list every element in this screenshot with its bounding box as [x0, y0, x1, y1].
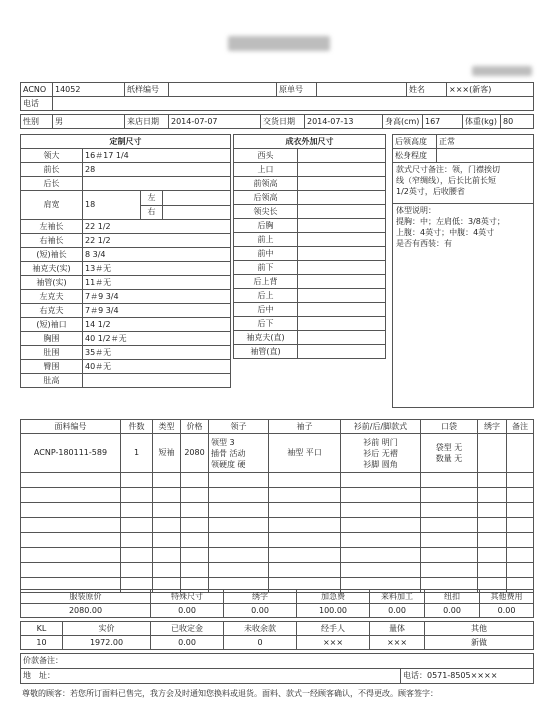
- fabric-embroidery: [478, 434, 507, 473]
- custom-value: 40＃无: [83, 360, 231, 374]
- store-phone: 电话：0571-8505××××: [401, 669, 534, 684]
- payment-value: 0.00: [151, 636, 224, 650]
- custom-row: [21, 290, 231, 304]
- finished-label: 袖管(直): [234, 345, 298, 359]
- fee-value: 0.00: [370, 604, 425, 618]
- finished-value: [298, 247, 386, 261]
- finished-row: [234, 219, 386, 233]
- custom-row: [21, 332, 231, 346]
- payment-header: 其他: [425, 622, 534, 636]
- style-note-line: 1/2英寸，后收腰省: [396, 187, 465, 196]
- finished-label: 后下: [234, 317, 298, 331]
- custom-row: [21, 248, 231, 262]
- payment-value: 1972.00: [63, 636, 151, 650]
- fabric-header: 口袋: [421, 420, 478, 434]
- fabric-header: 备注: [507, 420, 534, 434]
- custom-row: [21, 220, 231, 234]
- custom-label: 肚围: [21, 346, 83, 360]
- fee-value: 100.00: [297, 604, 370, 618]
- custom-label: 胸围: [21, 332, 83, 346]
- custom-size-table: [20, 134, 231, 388]
- collar-height-value: 正常: [437, 135, 534, 149]
- fee-header: 来料加工: [370, 590, 425, 604]
- finished-row: [234, 233, 386, 247]
- payment-header: KL: [21, 622, 63, 636]
- custom-title: 定制尺寸: [21, 135, 231, 149]
- finished-row: [234, 163, 386, 177]
- custom-value: 13＃无: [83, 262, 231, 276]
- header-row-acno: [21, 83, 534, 97]
- fabric-empty-row: [21, 518, 534, 533]
- custom-value: 11＃无: [83, 276, 231, 290]
- payment-value: ×××: [370, 636, 425, 650]
- finished-row: [234, 289, 386, 303]
- info-table: [20, 114, 534, 129]
- finished-label: 袖克夫(直): [234, 331, 298, 345]
- finished-label: 前领高: [234, 177, 298, 191]
- finished-label: 后领高: [234, 191, 298, 205]
- fabric-empty-row: [21, 563, 534, 578]
- collar-height-label: 后领高度: [393, 135, 437, 149]
- custom-row: [21, 276, 231, 290]
- fabric-table: [20, 419, 534, 593]
- custom-label: (短)袖长: [21, 248, 83, 262]
- fabric-empty-row: [21, 488, 534, 503]
- collar-line: 领硬度 硬: [211, 459, 246, 469]
- body-note-line: 提胸：中；左肩低：3/8英寸；: [396, 217, 505, 226]
- finished-label: 前中: [234, 247, 298, 261]
- custom-row: [21, 304, 231, 318]
- custom-label: 右袖长: [21, 234, 83, 248]
- fabric-price: 2080: [181, 434, 209, 473]
- payment-header-row: [21, 622, 534, 636]
- custom-label: 肚高: [21, 374, 83, 388]
- fabric-data-row: [21, 434, 534, 473]
- finished-row: [234, 247, 386, 261]
- payment-value-row: [21, 636, 534, 650]
- weight-label: 体重(kg): [463, 115, 501, 129]
- fabric-header: 领子: [209, 420, 269, 434]
- fabric-header: 面料编号: [21, 420, 121, 434]
- shoulder-label: 肩宽: [21, 191, 83, 220]
- shoulder-right-value: [163, 205, 231, 220]
- payment-value: ×××: [297, 636, 370, 650]
- payment-header: 实价: [63, 622, 151, 636]
- custom-label: 领大: [21, 149, 83, 163]
- fabric-header: 袖子: [269, 420, 341, 434]
- shoulder-left-value: [163, 191, 231, 206]
- finished-value: [298, 191, 386, 205]
- style-line: 衫后 无褶: [363, 448, 398, 458]
- finished-value: [298, 219, 386, 233]
- fee-value: 0.00: [425, 604, 480, 618]
- fabric-empty-row: [21, 548, 534, 563]
- finished-label: 前上: [234, 233, 298, 247]
- finished-value: [298, 233, 386, 247]
- sample-label: 纸样编号: [125, 83, 169, 97]
- custom-value: 7＃9 3/4: [83, 304, 231, 318]
- payment-value: 0: [224, 636, 297, 650]
- pocket-line: 袋型 无: [435, 443, 463, 452]
- shoulder-right-label: 右: [141, 205, 163, 220]
- finished-value: [298, 345, 386, 359]
- fee-value: 0.00: [151, 604, 224, 618]
- finished-size-table: [233, 134, 386, 359]
- finished-label: 后中: [234, 303, 298, 317]
- custom-label: 右克夫: [21, 304, 83, 318]
- finished-row: [234, 261, 386, 275]
- custom-row: [21, 177, 231, 191]
- fees-value-row: [21, 604, 534, 618]
- custom-label: 袖克夫(实): [21, 262, 83, 276]
- finished-row: [234, 205, 386, 219]
- fabric-qty: 1: [121, 434, 153, 473]
- finished-row: [234, 331, 386, 345]
- phone-value: [53, 97, 534, 111]
- finished-value: [298, 177, 386, 191]
- finished-row: [234, 317, 386, 331]
- finished-value: [298, 303, 386, 317]
- deliver-value: 2014-07-13: [305, 115, 383, 129]
- finished-row: [234, 191, 386, 205]
- custom-value: 35＃无: [83, 346, 231, 360]
- fabric-remark: [507, 434, 534, 473]
- custom-label: 左克夫: [21, 290, 83, 304]
- finished-value: [298, 149, 386, 163]
- fabric-header: 绣字: [478, 420, 507, 434]
- redacted-title: [228, 36, 330, 51]
- fabric-header: 件数: [121, 420, 153, 434]
- custom-label: 后长: [21, 177, 83, 191]
- body-note-line: 是否有西装：有: [396, 239, 452, 248]
- style-line: 衫脚 圆角: [363, 459, 398, 469]
- deliver-label: 交货日期: [261, 115, 305, 129]
- custom-label: 左袖长: [21, 220, 83, 234]
- fabric-header: 类型: [153, 420, 181, 434]
- body-note: [393, 204, 534, 408]
- finished-label: 上口: [234, 163, 298, 177]
- fabric-pocket: [421, 434, 478, 473]
- payment-table: [20, 621, 534, 650]
- payment-value: 新做: [425, 636, 534, 650]
- fee-value: 0.00: [480, 604, 534, 618]
- right-panel: [392, 134, 534, 408]
- fabric-header-row: [21, 420, 534, 434]
- fabric-style: [341, 434, 421, 473]
- looseness-label: 松身程度: [393, 149, 437, 163]
- finished-label: 西头: [234, 149, 298, 163]
- collar-line: 领型 3: [211, 437, 235, 447]
- redacted-logo: [472, 66, 532, 76]
- gender-value: 男: [53, 115, 125, 129]
- custom-value: 14 1/2: [83, 318, 231, 332]
- header-table: [20, 82, 534, 111]
- acno-value: 14052: [53, 83, 125, 97]
- custom-label: 前长: [21, 163, 83, 177]
- fee-value: 2080.00: [21, 604, 151, 618]
- pocket-line: 数量 无: [435, 454, 463, 463]
- custom-value: 22 1/2: [83, 220, 231, 234]
- shoulder-row: [21, 191, 231, 206]
- finished-row: [234, 177, 386, 191]
- price-note: 价款备注：: [21, 654, 534, 669]
- custom-row: [21, 318, 231, 332]
- fabric-sleeve: 袖型 平口: [269, 434, 341, 473]
- shoulder-value: 18: [83, 191, 141, 220]
- finished-row: [234, 303, 386, 317]
- payment-header: 量体: [370, 622, 425, 636]
- fabric-empty-row: [21, 473, 534, 488]
- finished-label: 后胸: [234, 219, 298, 233]
- payment-header: 未收余款: [224, 622, 297, 636]
- custom-row: [21, 360, 231, 374]
- custom-row: [21, 346, 231, 360]
- looseness-value: [437, 149, 534, 163]
- info-row: [21, 115, 534, 129]
- style-note-line: 线（窄绸线），后长比前长短: [396, 176, 496, 185]
- fabric-header: 价格: [181, 420, 209, 434]
- finished-value: [298, 331, 386, 345]
- payment-header: 经手人: [297, 622, 370, 636]
- name-label: 姓名: [407, 83, 447, 97]
- custom-value: 40 1/2＃无: [83, 332, 231, 346]
- finished-title: 成衣外加尺寸: [234, 135, 386, 149]
- custom-value: [83, 177, 231, 191]
- finished-label: 后上: [234, 289, 298, 303]
- finished-value: [298, 205, 386, 219]
- custom-row: [21, 374, 231, 388]
- acno-label: ACNO: [21, 83, 53, 97]
- style-note: [393, 163, 534, 204]
- fees-table: [20, 589, 534, 618]
- address: 地 址：: [21, 669, 401, 684]
- finished-value: [298, 289, 386, 303]
- body-note-line: 上腹：4英寸；中腹：4英寸: [396, 228, 495, 237]
- fees-header-row: [21, 590, 534, 604]
- shoulder-left-label: 左: [141, 191, 163, 206]
- weight-value: 80: [501, 115, 534, 129]
- fee-header: 其他费用: [480, 590, 534, 604]
- arrive-label: 来店日期: [125, 115, 169, 129]
- style-note-line: 款式尺寸备注：领，门襟挨切: [396, 165, 500, 174]
- fabric-type: 短袖: [153, 434, 181, 473]
- original-label: 原单号: [277, 83, 317, 97]
- fee-header: 纽扣: [425, 590, 480, 604]
- gender-label: 性别: [21, 115, 53, 129]
- finished-value: [298, 163, 386, 177]
- custom-row: [21, 163, 231, 177]
- fabric-collar: [209, 434, 269, 473]
- finished-value: [298, 317, 386, 331]
- fabric-header: 衫前/后/脚款式: [341, 420, 421, 434]
- finished-label: 领尖长: [234, 205, 298, 219]
- custom-label: 臀围: [21, 360, 83, 374]
- fee-value: 0.00: [224, 604, 297, 618]
- arrive-value: 2014-07-07: [169, 115, 261, 129]
- fabric-empty-row: [21, 533, 534, 548]
- custom-value: 7＃9 3/4: [83, 290, 231, 304]
- fabric-code: ACNP-180111-589: [21, 434, 121, 473]
- collar-line: 插骨 活动: [211, 448, 246, 458]
- sample-value: [169, 83, 277, 97]
- custom-value: [83, 374, 231, 388]
- finished-label: 后上背: [234, 275, 298, 289]
- name-value: ×××(新客): [447, 83, 534, 97]
- custom-row: [21, 234, 231, 248]
- finished-row: [234, 275, 386, 289]
- fee-header: 特殊尺寸: [151, 590, 224, 604]
- finished-row: [234, 149, 386, 163]
- custom-value: 8 3/4: [83, 248, 231, 262]
- fee-header: 加急费: [297, 590, 370, 604]
- custom-value: 16＃17 1/4: [83, 149, 231, 163]
- fee-header: 服装原价: [21, 590, 151, 604]
- custom-label: (短)袖口: [21, 318, 83, 332]
- height-label: 身高(cm): [383, 115, 423, 129]
- notes-table: [20, 653, 534, 684]
- body-note-title: 体型说明：: [396, 206, 436, 215]
- custom-row: [21, 262, 231, 276]
- fabric-empty-row: [21, 503, 534, 518]
- style-line: 衫前 明门: [363, 437, 398, 447]
- finished-value: [298, 261, 386, 275]
- custom-row: [21, 149, 231, 163]
- phone-label: 电话: [21, 97, 53, 111]
- height-value: 167: [423, 115, 463, 129]
- custom-value: 22 1/2: [83, 234, 231, 248]
- footer-note: 尊敬的顾客：若您所订面料已售完，我方会及时通知您换料或退货。面料、款式一经顾客确认，不得更改。顾客签字：: [22, 689, 438, 698]
- custom-label: 袖管(实): [21, 276, 83, 290]
- finished-value: [298, 275, 386, 289]
- finished-row: [234, 345, 386, 359]
- fee-header: 绣字: [224, 590, 297, 604]
- original-value: [317, 83, 407, 97]
- payment-header: 已收定金: [151, 622, 224, 636]
- phone-row: [21, 97, 534, 111]
- finished-label: 前下: [234, 261, 298, 275]
- payment-value: 10: [21, 636, 63, 650]
- custom-value: 28: [83, 163, 231, 177]
